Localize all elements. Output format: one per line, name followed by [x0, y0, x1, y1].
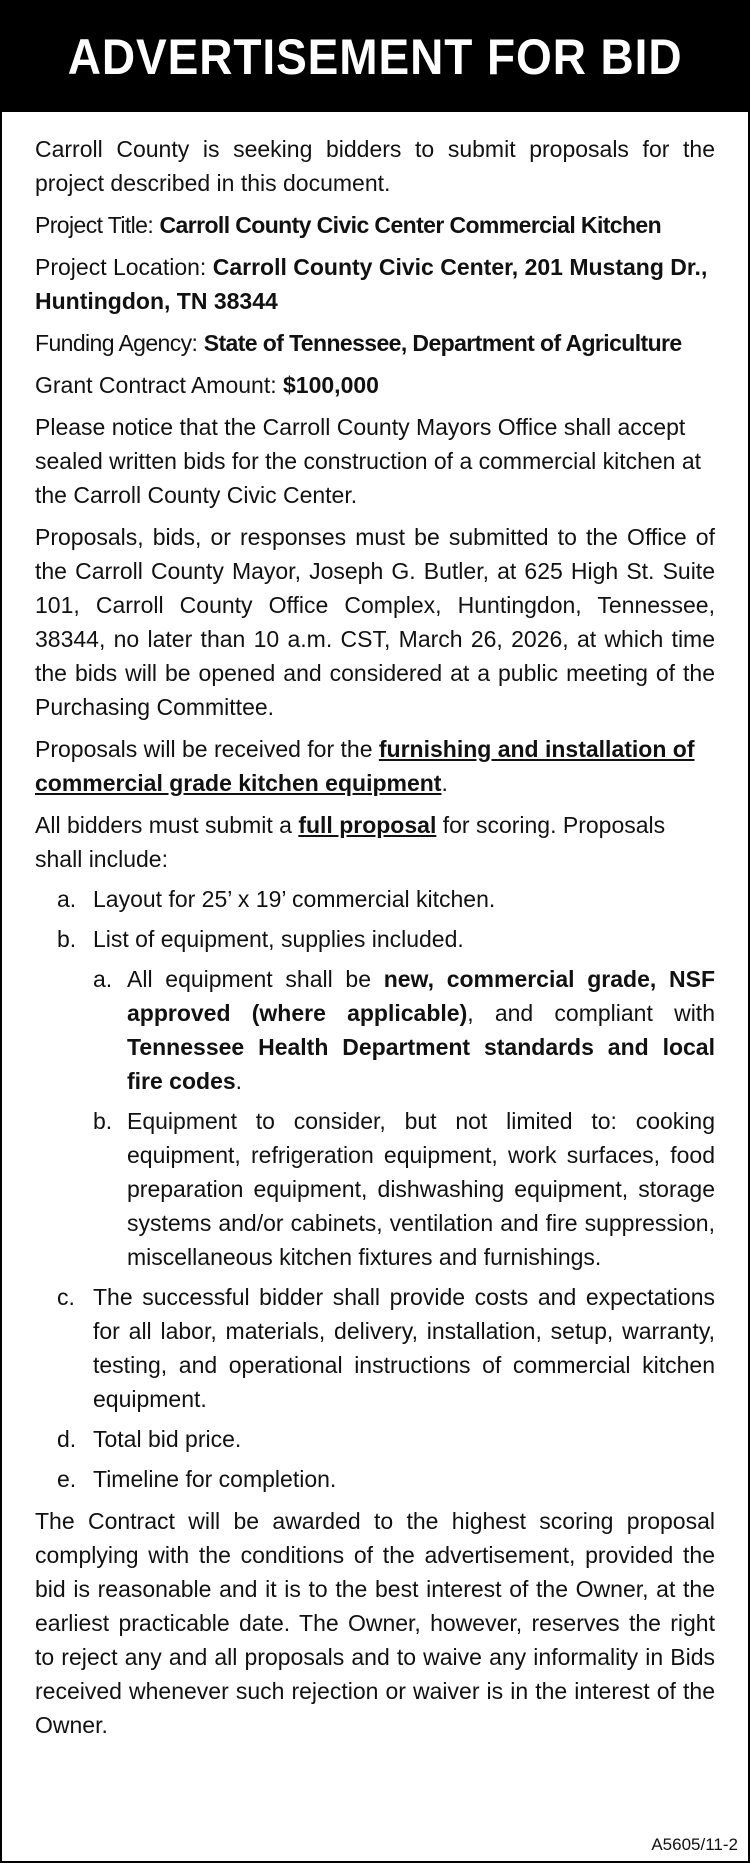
- list-marker: e.: [57, 1466, 77, 1492]
- funding-agency-value: State of Tennessee, Department of Agriculture: [203, 330, 682, 356]
- project-location-line: [35, 250, 715, 318]
- grant-amount-label: Grant Contract Amount:: [35, 372, 277, 398]
- requirements-end: for scoring. Proposals shall include:: [35, 812, 666, 872]
- list-marker: c.: [57, 1284, 75, 1310]
- ad-body: [2, 112, 748, 1742]
- sublist-emphasis: new, commercial grade, NSF approved (where applicable): [127, 966, 715, 1026]
- list-marker: a.: [57, 886, 77, 912]
- received-paragraph: [35, 732, 715, 800]
- received-emphasis: furnishing and installation of commercial grade kitchen equipment: [35, 736, 695, 796]
- list-item: [35, 882, 715, 916]
- list-item: [35, 1462, 715, 1496]
- sublist-text: All equipment shall be: [127, 966, 384, 992]
- award-paragraph: The Contract will be awarded to the highest scoring proposal complying with the conditions of the advertisement, provided the bid is reasonable and it is to the best interest of the Owner, at the earliest practicable date. The Owner, however, reserves the right to reject any and all proposals and to waive any informality in Bids received whenever such rejection or waiver is in the interest of the Owner.: [35, 1508, 715, 1738]
- received-end: .: [441, 770, 448, 796]
- project-title-line: [35, 208, 715, 242]
- requirements-text: All bidders must submit a: [35, 812, 299, 838]
- equipment-sublist: [93, 962, 715, 1274]
- list-marker: d.: [57, 1426, 77, 1452]
- requirements-paragraph: [35, 808, 715, 876]
- sublist-text: .: [235, 1068, 243, 1094]
- funding-agency-line: [35, 326, 715, 360]
- sublist-marker: a.: [93, 966, 113, 992]
- requirements-list: [35, 882, 715, 1496]
- list-item: [35, 1422, 715, 1456]
- received-text: Proposals will be received for the: [35, 736, 379, 762]
- title-banner: [2, 2, 748, 112]
- sublist-emphasis: Tennessee Health Department standards and local fire codes: [127, 1034, 715, 1094]
- list-item-text: Layout for 25’ x 19’ commercial kitchen.: [93, 886, 496, 912]
- sublist-marker: b.: [93, 1108, 113, 1134]
- sublist-text: , and compliant with: [467, 1000, 715, 1026]
- list-marker: b.: [57, 926, 77, 952]
- project-title-label: Project Title:: [35, 212, 154, 238]
- list-item-text: Timeline for completion.: [93, 1466, 337, 1492]
- list-item-text: List of equipment, supplies included.: [93, 926, 464, 952]
- grant-amount-line: [35, 368, 715, 402]
- project-title-value: Carroll County Civic Center Commercial Kitchen: [159, 212, 662, 238]
- page-title: ADVERTISEMENT FOR BID: [67, 29, 683, 85]
- sublist-item: [93, 962, 715, 1098]
- list-item-text: The successful bidder shall provide costs and expectations for all labor, materials, delivery, installation, setup, warranty, testing, and operational instructions of commercial kitchen equipment.: [93, 1284, 715, 1412]
- list-item: [35, 1280, 715, 1416]
- project-location-label: Project Location:: [35, 254, 207, 280]
- sublist-item: [93, 1104, 715, 1274]
- intro-paragraph: Carroll County is seeking bidders to submit proposals for the project described in this document.: [35, 136, 715, 196]
- grant-amount-value: $100,000: [283, 372, 379, 398]
- submission-paragraph: Proposals, bids, or responses must be submitted to the Office of the Carroll County Mayor, Joseph G. Butler, at 625 High St. Suite 101, Carroll County Office Complex, Huntingdon, Tennessee, 38344, no later than 10 a.m. CST, March 26, 2026, at which time the bids will be opened and considered at a public meeting of the Purchasing Committee.: [35, 524, 715, 720]
- requirements-emphasis: full proposal: [298, 812, 437, 838]
- notice-paragraph: Please notice that the Carroll County Mayors Office shall accept sealed written bids for the construction of a commercial kitchen at the Carroll County Civic Center.: [35, 414, 702, 508]
- list-item-text: Total bid price.: [93, 1426, 242, 1452]
- sublist-text: Equipment to consider, but not limited to: cooking equipment, refrigeration equipment, work surfaces, food preparation equipment, dishwashing equipment, storage systems and/or cabinets, ventilation and fire suppression, miscellaneous kitchen fixtures and furnishings.: [127, 1108, 715, 1270]
- funding-agency-label: Funding Agency:: [35, 330, 198, 356]
- list-item: [35, 922, 715, 1274]
- project-location-value: Carroll County Civic Center, 201 Mustang Dr., Huntingdon, TN 38344: [35, 254, 708, 314]
- ad-reference-code: A5605/11-2: [651, 1835, 738, 1854]
